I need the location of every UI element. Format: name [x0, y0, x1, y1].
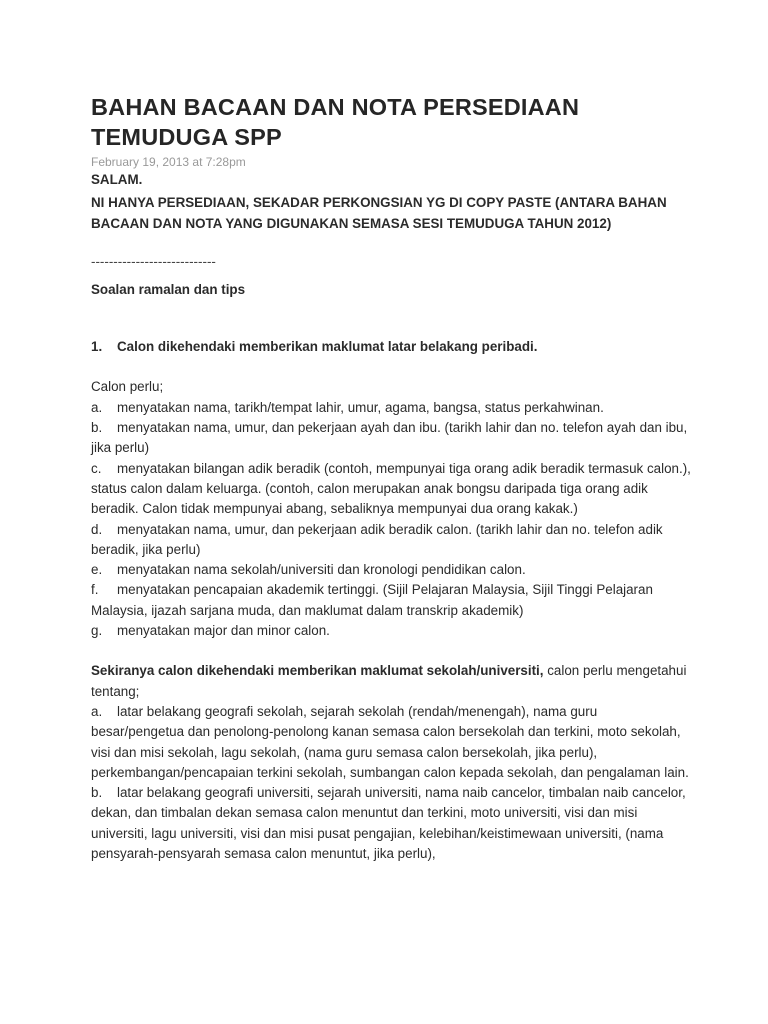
item-text: menyatakan bilangan adik beradik (contoh, mempunyai tiga orang adik beradik termasuk calon.), status calon dalam keluarga. (contoh, calon merupakan anak bongsu daripada tiga orang adik beradik. Calon tidak mempunyai abang, sebaliknya mempunyai dua orang kakak.) [91, 460, 691, 517]
question-number: 1. [91, 339, 103, 355]
sekiranya-rest: calon perlu mengetahui tentang; [91, 663, 687, 699]
greeting: SALAM. [91, 172, 143, 187]
item-text: latar belakang geografi universiti, sejarah universiti, nama naib cancelor, timbalan naib cancelor, dekan, dan timbalan dekan semasa calon menuntut dan terkini, moto universiti, visi dan misi universiti, lagu universiti, visi dan misi pusat pengajian, kelebihan/keistimewaan universiti, (nama pensyarah-pensyarah semasa calon menuntut, jika perlu), [91, 785, 686, 862]
item-text: menyatakan nama, umur, dan pekerjaan adik beradik calon. (tarikh lahir dan no. telefon adik beradik, jika perlu) [91, 521, 663, 557]
sekiranya-bold: Sekiranya calon dikehendaki memberikan maklumat sekolah/universiti, [91, 663, 544, 679]
item-letter: b. [91, 420, 103, 436]
item-text: menyatakan major dan minor calon. [117, 623, 330, 639]
item-letter: a. [91, 399, 103, 415]
item-text: menyatakan nama, umur, dan pekerjaan ayah dan ibu. (tarikh lahir dan no. telefon ayah dan ibu, jika perlu) [91, 420, 688, 456]
article [91, 92, 691, 864]
item-letter: a. [91, 703, 103, 719]
question-text: Calon dikehendaki memberikan maklumat latar belakang peribadi. [117, 339, 538, 355]
list-item [91, 418, 691, 459]
requirements-list [91, 398, 691, 642]
list-item [91, 560, 691, 580]
section-heading: Soalan ramalan dan tips [91, 281, 246, 297]
school-info-list [91, 702, 691, 864]
sekiranya-paragraph [91, 661, 691, 702]
post-date: February 19, 2013 at 7:28pm [91, 155, 246, 169]
calon-perlu-label: Calon perlu; [91, 379, 164, 395]
item-letter: g. [91, 623, 103, 639]
list-item [91, 702, 691, 783]
item-letter: e. [91, 562, 103, 578]
list-item [91, 459, 691, 520]
item-letter: c. [91, 460, 102, 476]
item-letter: d. [91, 521, 103, 537]
list-item [91, 398, 691, 418]
item-text: menyatakan nama, tarikh/tempat lahir, umur, agama, bangsa, status perkahwinan. [117, 399, 604, 415]
page-title: BAHAN BACAAN DAN NOTA PERSEDIAAN TEMUDUGA SPP [91, 94, 580, 150]
divider-line: ---------------------------- [91, 253, 216, 269]
item-text: menyatakan nama sekolah/universiti dan kronologi pendidikan calon. [117, 562, 526, 578]
item-text: menyatakan pencapaian akademik tertinggi. (Sijil Pelajaran Malaysia, Sijil Tinggi Pelajaran Malaysia, ijazah sarjana muda, dan maklumat dalam transkrip akademik) [91, 582, 653, 618]
list-item [91, 783, 691, 864]
list-item [91, 520, 691, 561]
item-letter: f. [91, 582, 99, 598]
question-1 [91, 337, 691, 357]
item-text: latar belakang geografi sekolah, sejarah sekolah (rendah/menengah), nama guru besar/pengetua dan penolong-penolong kanan semasa calon bersekolah dan terkini, moto sekolah, visi dan misi sekolah, lagu sekolah, (nama guru semasa calon bersekolah, jika perlu), perkembangan/pencapaian terkini sekolah, sumbangan calon kepada sekolah, dan pengalaman lain. [91, 703, 689, 780]
list-item [91, 621, 691, 641]
list-item [91, 580, 691, 621]
item-letter: b. [91, 785, 103, 801]
intro-paragraph: NI HANYA PERSEDIAAN, SEKADAR PERKONGSIAN YG DI COPY PASTE (ANTARA BAHAN BACAAN DAN NOTA YANG DIGUNAKAN SEMASA SESI TEMUDUGA TAHUN 2012) [91, 195, 667, 231]
